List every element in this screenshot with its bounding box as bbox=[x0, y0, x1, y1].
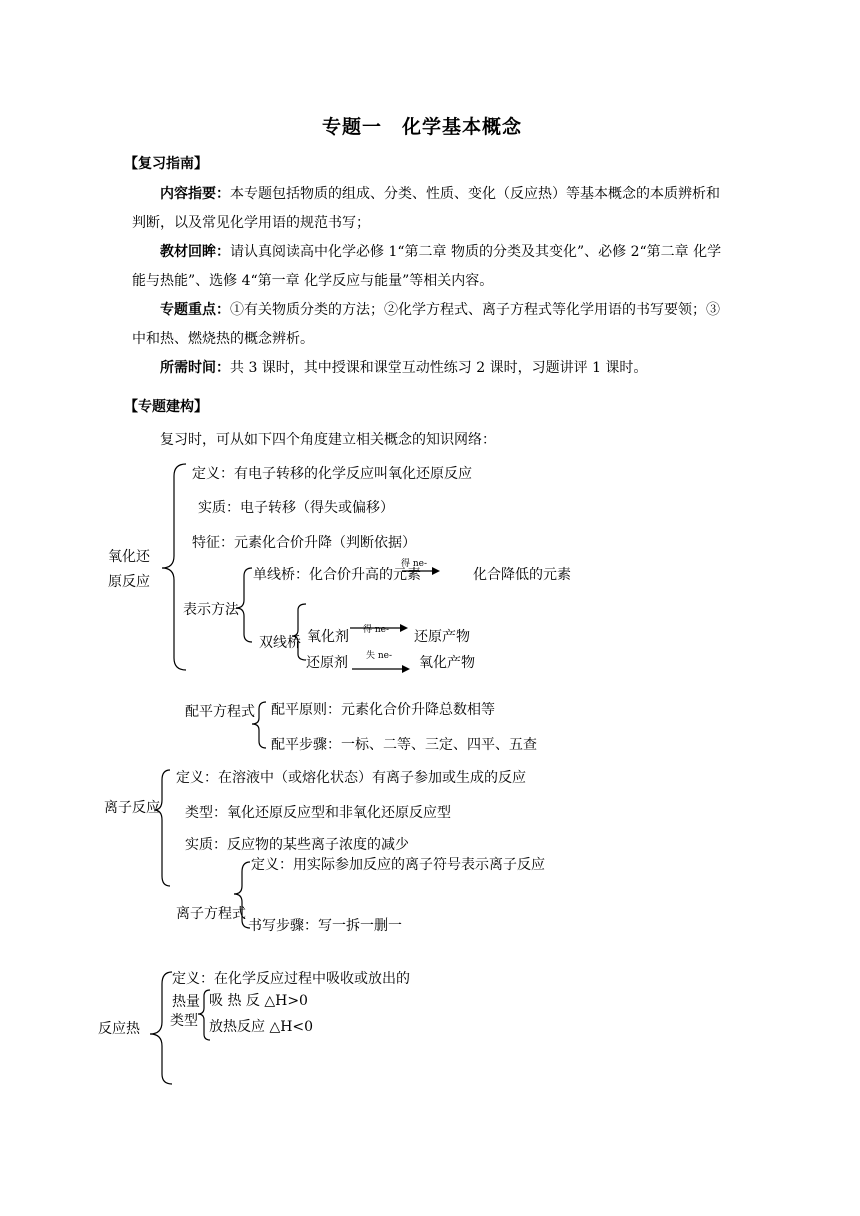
textbook-text: 请认真阅读高中化学必修 1“第二章 物质的分类及其变化”、必修 2“第二章 化学能与热能”、选修 4“第一章 化学反应与能量”等相关内容。 bbox=[132, 244, 722, 289]
single-bridge-target: 化合降低的元素 bbox=[473, 567, 571, 583]
ionic-equation-definition: 定义：用实际参加反应的离子符号表示离子反应 bbox=[251, 857, 545, 873]
construction-heading: 【专题建构】 bbox=[124, 399, 208, 415]
gain-arrowhead bbox=[400, 624, 408, 632]
reductant: 还原剂 bbox=[306, 655, 348, 671]
lose-arrow-text: 失 ne- bbox=[366, 651, 393, 661]
review-guide-heading: 【复习指南】 bbox=[124, 156, 208, 172]
ionic-equation-label: 离子方程式 bbox=[176, 906, 246, 922]
single-bridge-label: 单线桥：化合价升高的元素 bbox=[253, 567, 421, 583]
time-label: 所需时间： bbox=[160, 360, 230, 376]
ionic-essence: 实质：反应物的某些离子浓度的减少 bbox=[185, 837, 409, 853]
ionic-equation-steps: 书写步骤：写一拆一删一 bbox=[248, 918, 402, 934]
heat-type-label-line1: 热量 bbox=[172, 994, 200, 1010]
double-bridge-label: 双线桥 bbox=[259, 635, 301, 651]
gain-arrow-text: 得 ne- bbox=[363, 625, 390, 635]
focus-label: 专题重点： bbox=[160, 302, 230, 318]
single-bridge-arrowhead bbox=[432, 567, 440, 575]
redox-label-line1: 氧化还 bbox=[108, 549, 150, 565]
ionic-bracket bbox=[154, 770, 170, 886]
oxidation-product: 氧化产物 bbox=[419, 655, 475, 671]
focus-text: ①有关物质分类的方法；②化学方程式、离子方程式等化学用语的书写要领；③中和热、燃烧热的概念辨析。 bbox=[132, 302, 720, 347]
redox-definition: 定义：有电子转移的化学反应叫氧化还原反应 bbox=[192, 466, 472, 482]
redox-bracket bbox=[162, 464, 186, 670]
reduction-product: 还原产物 bbox=[414, 629, 470, 645]
representation-label: 表示方法 bbox=[183, 602, 239, 618]
balancing-principle: 配平原则：元素化合价升降总数相等 bbox=[271, 702, 495, 718]
heat-definition: 定义：在化学反应过程中吸收或放出的 bbox=[172, 971, 410, 987]
heat-type-label-line2: 类型 bbox=[170, 1013, 198, 1029]
page-title: 专题一 化学基本概念 bbox=[322, 116, 523, 138]
redox-label-line2: 原反应 bbox=[108, 574, 150, 590]
content-label: 内容指要： bbox=[160, 186, 230, 202]
balancing-steps: 配平步骤：一标、二等、三定、四平、五查 bbox=[271, 737, 537, 753]
oxidant: 氧化剂 bbox=[307, 629, 349, 645]
lose-arrowhead bbox=[402, 665, 410, 673]
endothermic: 吸 热 反 △H>0 bbox=[209, 993, 308, 1009]
redox-feature: 特征：元素化合价升降（判断依据） bbox=[192, 535, 416, 551]
time-text: 共 3 课时，其中授课和课堂互动性练习 2 课时，习题讲评 1 课时。 bbox=[230, 360, 648, 376]
exothermic: 放热反应 △H<0 bbox=[209, 1019, 314, 1035]
ionic-types: 类型：氧化还原反应型和非氧化还原反应型 bbox=[185, 805, 451, 821]
heat-label: 反应热 bbox=[98, 1021, 140, 1037]
ionic-definition: 定义：在溶液中（或熔化状态）有离子参加或生成的反应 bbox=[176, 770, 526, 786]
construction-intro: 复习时，可从如下四个角度建立相关概念的知识网络： bbox=[160, 432, 496, 448]
heat-bracket bbox=[150, 972, 172, 1084]
ionic-label: 离子反应 bbox=[104, 800, 160, 816]
content-text: 本专题包括物质的组成、分类、性质、变化（反应热）等基本概念的本质辨析和判断，以及常见化学用语的规范书写； bbox=[132, 186, 720, 231]
textbook-label: 教材回眸： bbox=[160, 244, 230, 260]
single-bridge-arrow-text: 得 ne- bbox=[401, 559, 428, 569]
balancing-label: 配平方程式 bbox=[185, 704, 255, 720]
redox-essence: 实质：电子转移（得失或偏移） bbox=[198, 500, 394, 516]
